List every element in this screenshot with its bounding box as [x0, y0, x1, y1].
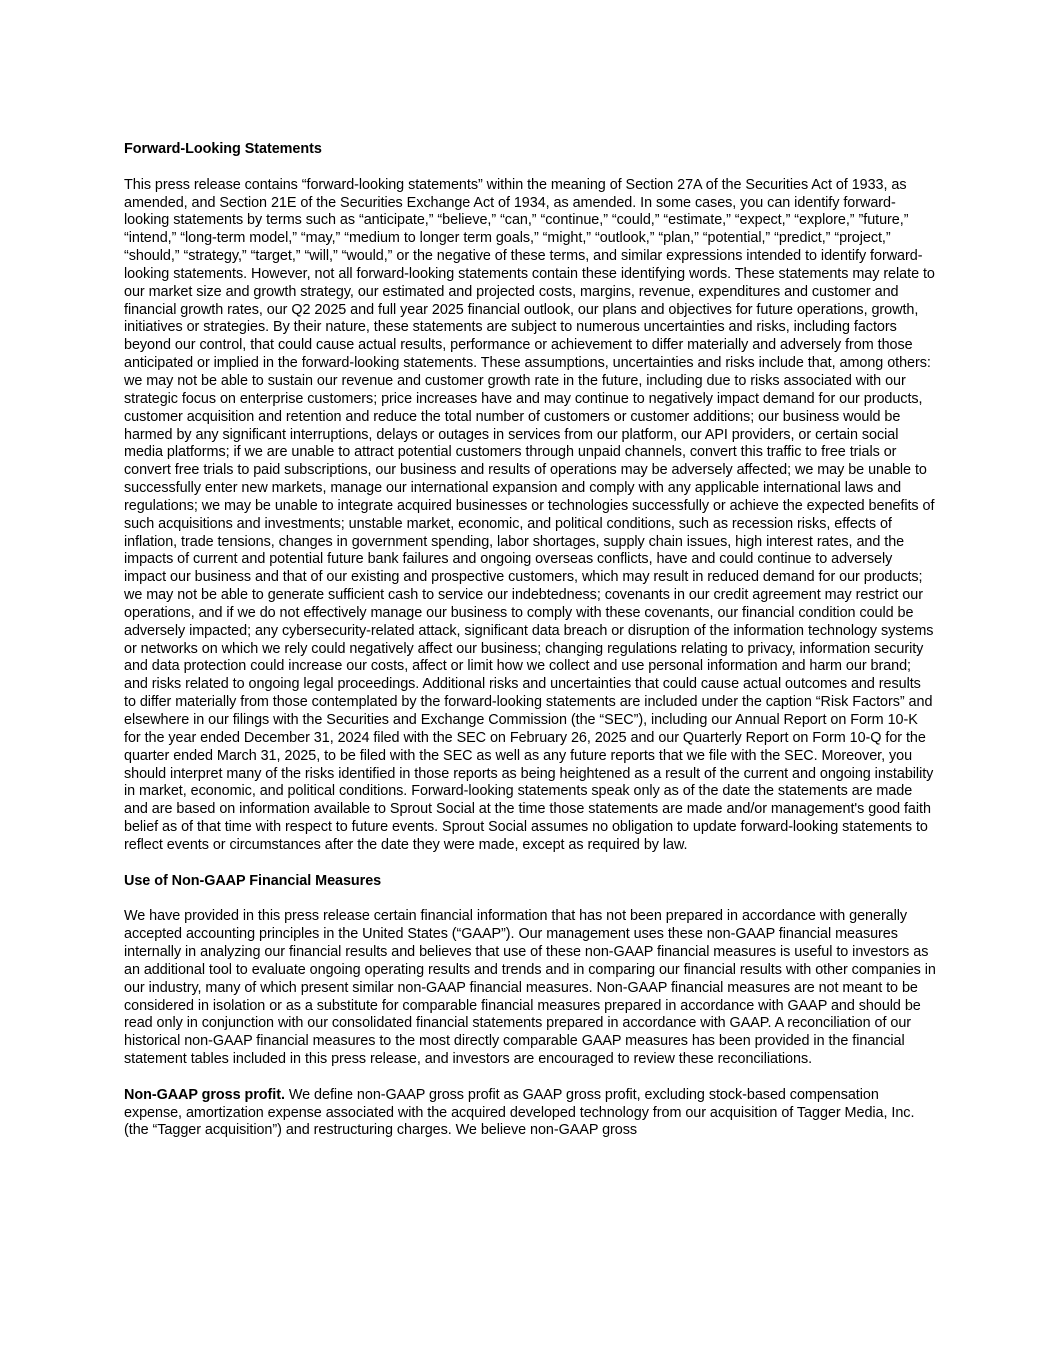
- non-gaap-gross-profit-paragraph: [124, 1087, 936, 1141]
- document-page: [124, 141, 936, 1140]
- non-gaap-gross-profit-body: We define non-GAAP gross profit as GAAP gross profit, excluding stock-based compensation expense, amortization expense associated with the acquired developed technology from our acquisition of Tagger Media, Inc. (the “Tagger acquisition”) and restructuring charges. We believe non-GAAP gross: [124, 1086, 915, 1139]
- non-gaap-measures-heading: Use of Non-GAAP Financial Measures: [124, 872, 382, 889]
- forward-looking-statements-heading: Forward-Looking Statements: [124, 141, 322, 157]
- non-gaap-gross-profit-lead: Non-GAAP gross profit.: [124, 1086, 285, 1103]
- forward-looking-statements-body: This press release contains “forward-looking statements” within the meaning of Section 27A of the Securities Act of 1933, as amended, and Section 21E of the Securities Exchange Act of 1934, as amended. In some cases, you can identify forward-looking statements by terms such as “anticipate,” “believe,” “can,” “continue,” “could,” “estimate,” “expect,” “explore,” ”future,” “intend,” “long-term model,” “may,” “medium to longer term goals,” “might,” “outlook,” “plan,” “potential,” “predict,” “project,” “should,” “strategy,” “target,” “will,” “would,” or the negative of these terms, and similar expressions intended to identify forward-looking statements. However, not all forward-looking statements contain these identifying words. These statements may relate to our market size and growth strategy, our estimated and projected costs, margins, revenue, expenditures and customer and financial growth rates, our Q2 2025 and full year 2025 financial outlook, our plans and objectives for future operations, growth, initiatives or strategies. By their nature, these statements are subject to numerous uncertainties and risks, including factors beyond our control, that could cause actual results, performance or achievement to differ materially and adversely from those anticipated or implied in the forward-looking statements. These assumptions, uncertainties and risks include that, among others: we may not be able to sustain our revenue and customer growth rate in the future, including due to risks associated with our strategic focus on enterprise customers; price increases have and may continue to negatively impact demand for our products, customer acquisition and retention and reduce the total number of customers or customer additions; our business would be harmed by any significant interruptions, delays or outages in services from our platform, our API providers, or certain social media platforms; if we are unable to attract potential customers through unpaid channels, convert this traffic to free trials or convert free trials to paid subscriptions, our business and results of operations may be adversely affected; we may be unable to successfully enter new markets, manage our international expansion and comply with any applicable international laws and regulations; we may be unable to integrate acquired businesses or technologies successfully or achieve the expected benefits of such acquisitions and investments; unstable market, economic, and political conditions, such as recession risks, effects of inflation, trade tensions, changes in government spending, labor shortages, supply chain issues, high interest rates, and the impacts of current and potential future bank failures and ongoing overseas conflicts, have and could continue to adversely impact our business and that of our existing and prospective customers, which may result in reduced demand for our products; we may not be able to generate sufficient cash to service our indebtedness; covenants in our credit agreement may restrict our operations, and if we do not effectively manage our business to comply with these covenants, our financial condition could be adversely impacted; any cybersecurity-related attack, significant data breach or disruption of the information technology systems or networks on which we rely could negatively affect our business; changing regulations relating to privacy, information security and data protection could increase our costs, affect or limit how we collect and use personal information and harm our brand; and risks related to ongoing legal proceedings. Additional risks and uncertainties that could cause actual outcomes and results to differ materially from those contemplated by the forward-looking statements are included under the caption “Risk Factors” and elsewhere in our filings with the Securities and Exchange Commission (the “SEC”), including our Annual Report on Form 10-K for the year ended December 31, 2024 filed with the SEC on February 26, 2025 and our Quarterly Report on Form 10-Q for the quarter ended March 31, 2025, to be filed with the SEC as well as any future reports that we file with the SEC. Moreover, you should interpret many of the risks identified in those reports as being heightened as a result of the current and ongoing instability in market, economic, and political conditions. Forward-looking statements speak only as of the date the statements are made and are based on information available to Sprout Social at the time those statements are made and/or management's good faith belief as of that time with respect to future events. Sprout Social assumes no obligation to update forward-looking statements to reflect events or circumstances after the date they were made, except as required by law.: [124, 176, 935, 853]
- non-gaap-measures-body: We have provided in this press release certain financial information that has not been prepared in accordance with generally accepted accounting principles in the United States (“GAAP”). Our management uses these non-GAAP financial measures internally in analyzing our financial results and believes that use of these non-GAAP financial measures is useful to investors as an additional tool to evaluate ongoing operating results and trends and in comparing our financial results with other companies in our industry, many of which present similar non-GAAP financial measures. Non-GAAP financial measures are not meant to be considered in isolation or as a substitute for comparable financial measures prepared in accordance with GAAP and should be read only in conjunction with our consolidated financial statements prepared in accordance with GAAP. A reconciliation of our historical non-GAAP financial measures to the most directly comparable GAAP measures has been provided in the financial statement tables included in this press release, and investors are encouraged to review these reconciliations.: [124, 908, 936, 1068]
